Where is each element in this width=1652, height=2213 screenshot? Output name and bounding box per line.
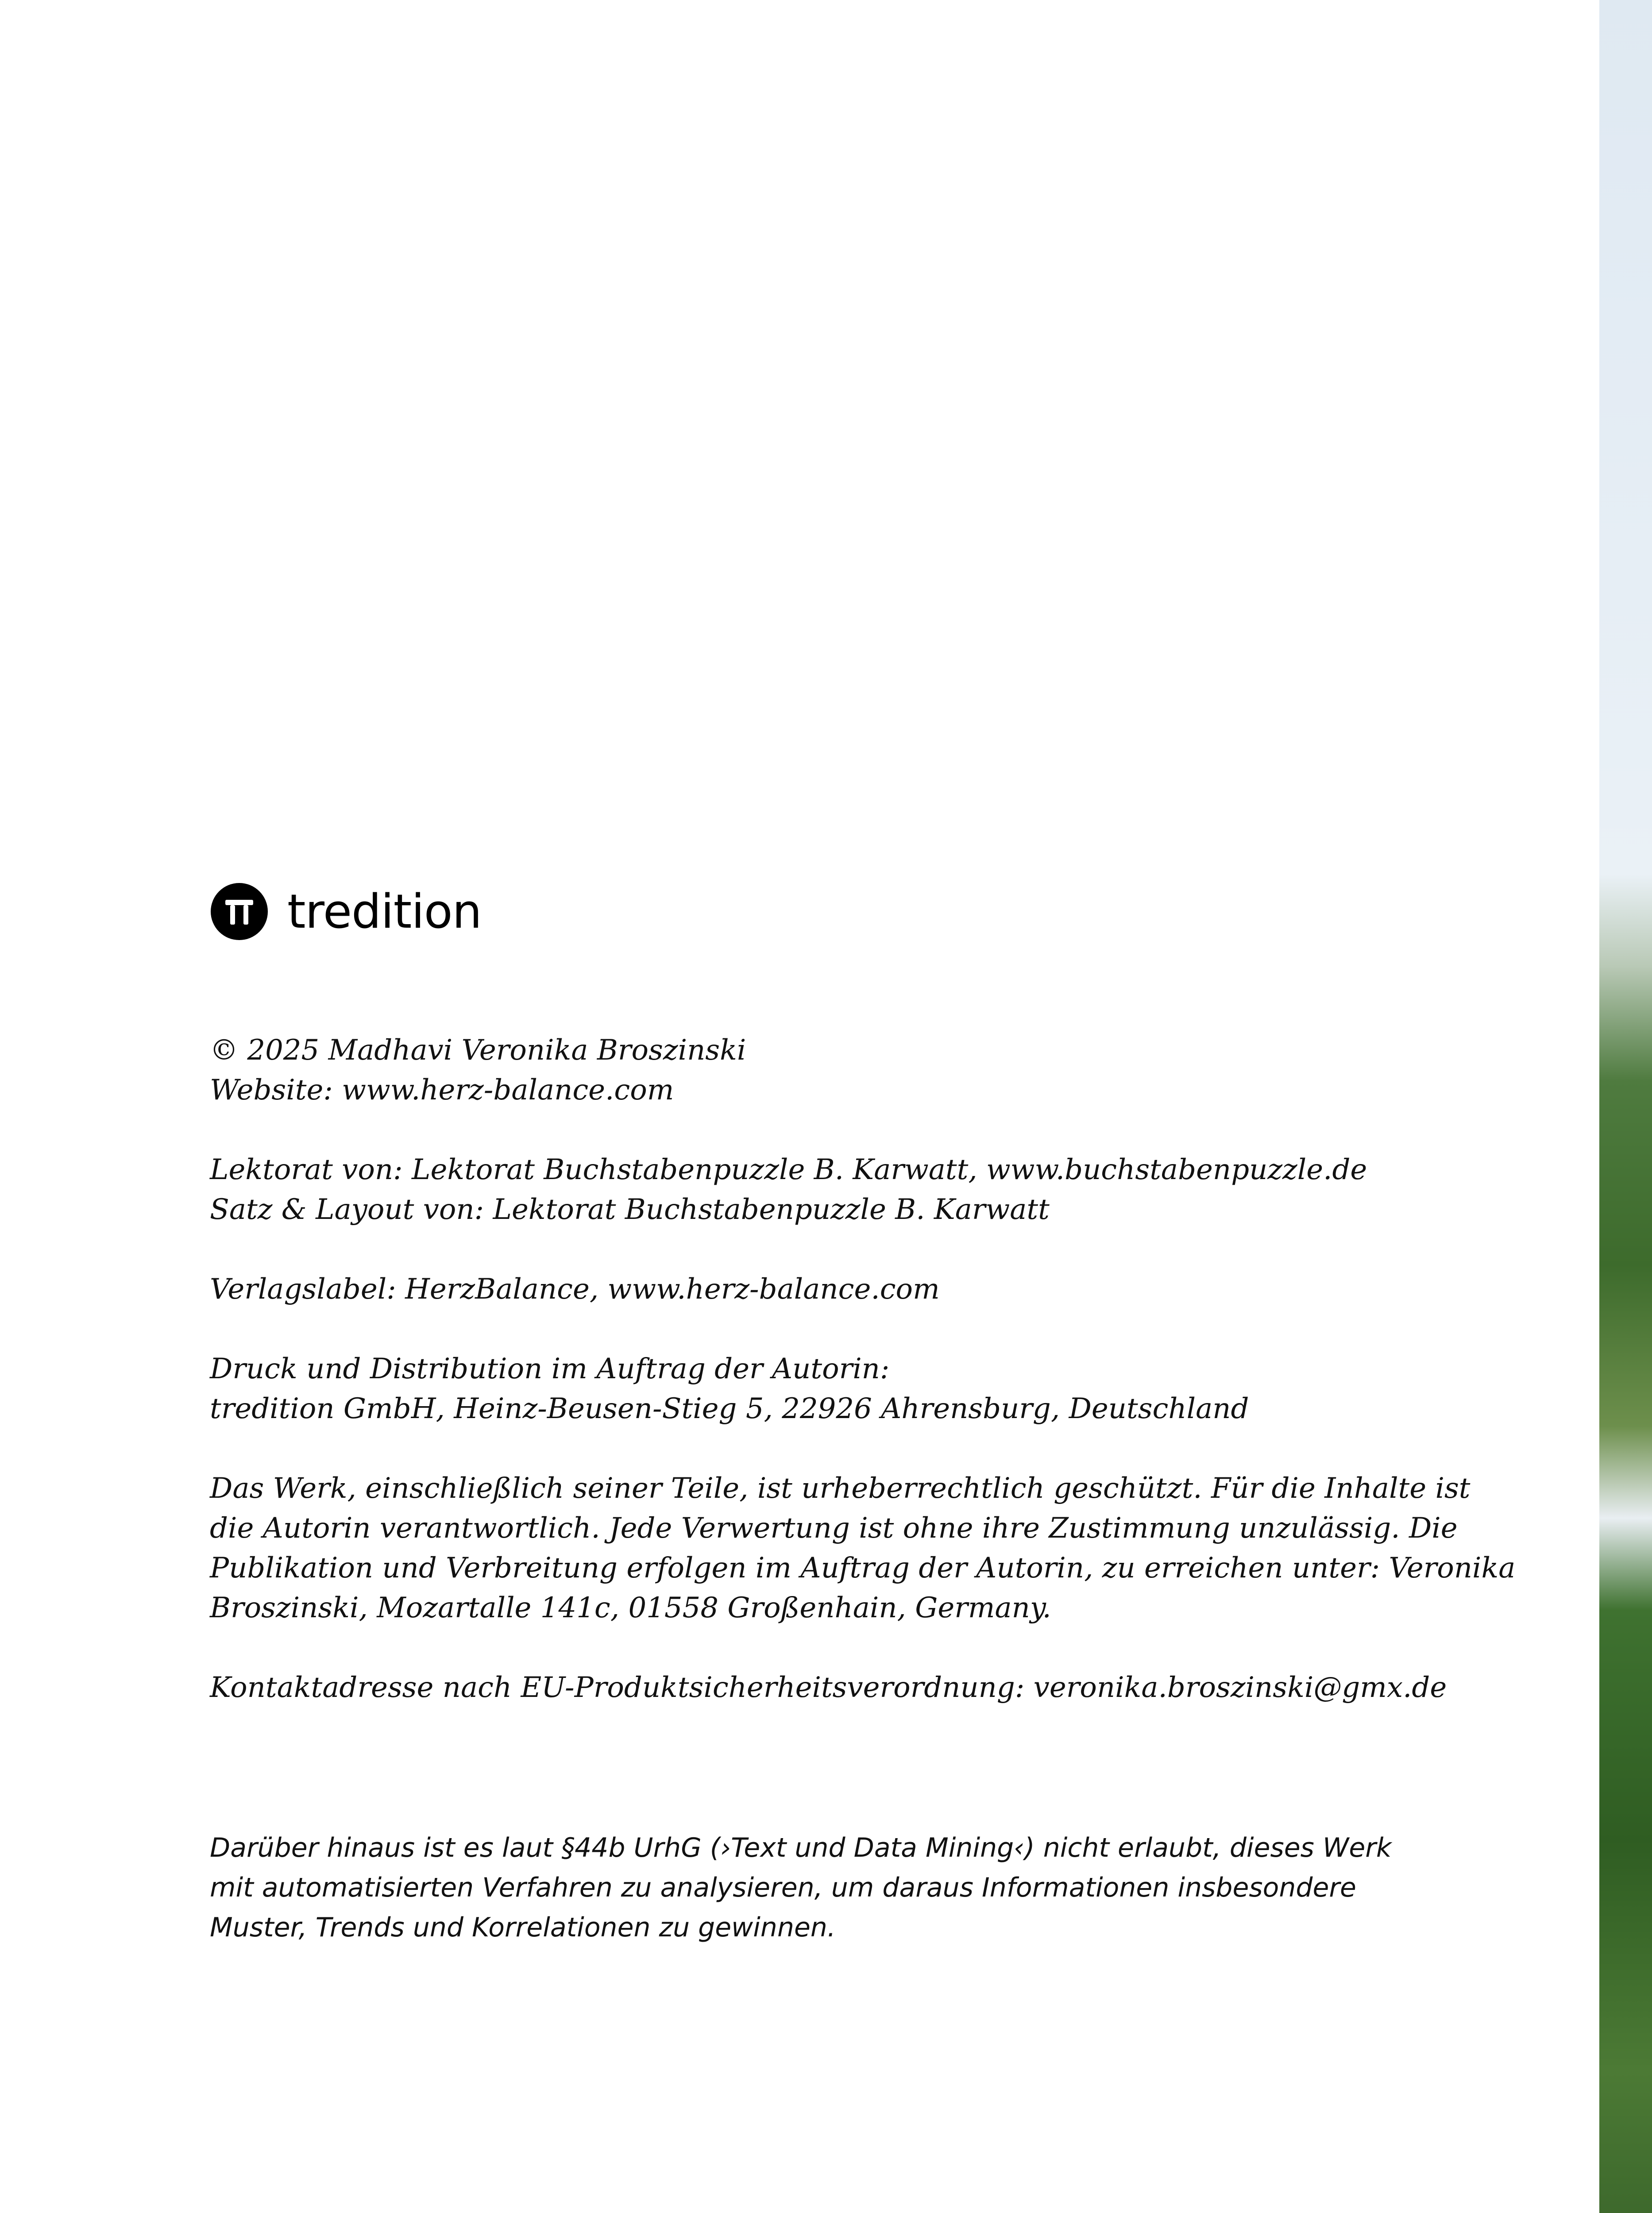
notice-line: Darüber hinaus ist es laut §44b UrhG (›Text und Data Mining‹) nicht erlaubt, dieses Werk: [210, 1832, 1392, 1863]
copyright-section: [210, 1030, 1449, 1110]
cover-photo-edge: [1599, 0, 1652, 2213]
editing-line: Lektorat von: Lektorat Buchstabenpuzzle B. Karwatt, www.buchstabenpuzzle.de: [210, 1153, 1367, 1186]
credits-section: [210, 1150, 1449, 1230]
rights-line: Das Werk, einschließlich seiner Teile, ist urheberrechtlich geschützt. Für die Inhalte ist: [210, 1472, 1471, 1505]
rights-section: [210, 1469, 1516, 1628]
rights-line: die Autorin verantwortlich. Jede Verwertung ist ohne ihre Zustimmung unzulässig. Die: [210, 1512, 1458, 1545]
text-data-mining-notice: [210, 1828, 1449, 1947]
printing-line: Druck und Distribution im Auftrag der Autorin:: [210, 1353, 890, 1385]
copyright-line: © 2025 Madhavi Veronika Broszinski: [210, 1034, 746, 1067]
notice-line: mit automatisierten Verfahren zu analysieren, um daraus Informationen insbesondere: [210, 1872, 1356, 1903]
layout-line: Satz & Layout von: Lektorat Buchstabenpuzzle B. Karwatt: [210, 1193, 1050, 1226]
contact-section: [210, 1668, 1449, 1708]
rights-line: Publikation und Verbreitung erfolgen im Auftrag der Autorin, zu erreichen unter: Veronika: [210, 1552, 1516, 1585]
tredition-logo: [211, 883, 482, 940]
rights-line: Broszinski, Mozartalle 141c, 01558 Großenhain, Germany.: [210, 1592, 1051, 1624]
contact-line: Kontaktadresse nach EU-Produktsicherheitsverordnung: veronika.broszinski@gmx.de: [210, 1671, 1447, 1704]
imprint-block: [210, 1030, 1516, 1708]
tredition-logo-icon: [211, 883, 268, 940]
publisher-label-line: Verlagslabel: HerzBalance, www.herz-balance.com: [210, 1273, 940, 1306]
website-line: Website: www.herz-balance.com: [210, 1074, 674, 1106]
publisher-label-section: [210, 1269, 1449, 1309]
printing-section: [210, 1349, 1449, 1429]
brand-name: tredition: [287, 884, 482, 939]
printer-address-line: tredition GmbH, Heinz-Beusen-Stieg 5, 22926 Ahrensburg, Deutschland: [210, 1392, 1249, 1425]
notice-line: Muster, Trends und Korrelationen zu gewinnen.: [210, 1912, 836, 1943]
